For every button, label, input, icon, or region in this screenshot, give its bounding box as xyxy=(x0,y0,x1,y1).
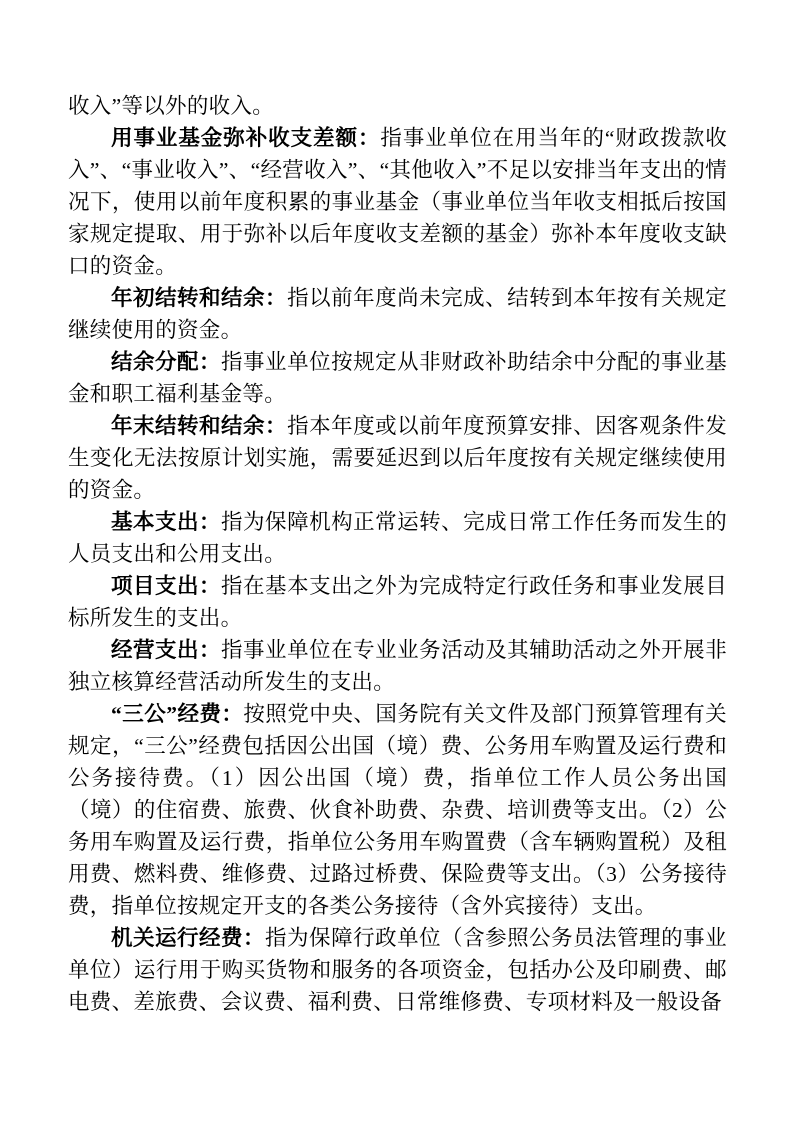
term-label: 年初结转和结余： xyxy=(111,286,288,310)
term-label: 结余分配： xyxy=(111,350,222,374)
paragraph-project-expenditure xyxy=(68,570,727,634)
term-label: 经营支出： xyxy=(111,638,222,662)
paragraph-agency-operating-funds xyxy=(68,922,727,1018)
paragraph-year-end-carryover xyxy=(68,410,727,506)
term-definition: 按照党中央、国务院有关文件及部门预算管理有关规定，“三公”经费包括因公出国（境）费、公务用车购置及运行费和公务接待费。（1）因公出国（境）费，指单位工作人员公务出国（境）的住宿费、旅费、伙食补助费、杂费、培训费等支出。（2）公务用车购置及运行费，指单位公务用车购置费（含车辆购置税）及租用费、燃料费、维修费、过路过桥费、保险费等支出。（3）公务接待费，指单位按规定开支的各类公务接待（含外宾接待）支出。 xyxy=(68,702,727,918)
term-definition: 指为保障行政单位（含参照公务员法管理的事业单位）运行用于购买货物和服务的各项资金，包括办公及印刷费、邮电费、差旅费、会议费、福利费、日常维修费、专项材料及一般设备 xyxy=(68,926,727,1014)
term-label: 项目支出： xyxy=(111,574,222,598)
paragraph-surplus-distribution xyxy=(68,346,727,410)
term-definition: 指事业单位在用当年的“财政拨款收入”、“事业收入”、“经营收入”、“其他收入”不足以安排当年支出的情况下，使用以前年度积累的事业基金（事业单位当年收支相抵后按国家规定提取、用于弥补以后年度收支差额的基金）弥补本年度收支缺口的资金。 xyxy=(68,126,727,278)
term-definition: 指事业单位按规定从非财政补助结余中分配的事业基金和职工福利基金等。 xyxy=(68,350,727,406)
document-content xyxy=(68,90,727,1018)
term-label: 年末结转和结余： xyxy=(111,414,288,438)
term-definition: 指为保障机构正常运转、完成日常工作任务而发生的人员支出和公用支出。 xyxy=(68,510,727,566)
term-label: “三公”经费： xyxy=(111,702,244,726)
paragraph-continuation xyxy=(68,90,727,122)
paragraph-three-public-funds xyxy=(68,698,727,922)
paragraph-operating-expenditure xyxy=(68,634,727,698)
paragraph-use-fund-offset-balance xyxy=(68,122,727,282)
term-label: 机关运行经费： xyxy=(111,926,266,950)
term-label: 基本支出： xyxy=(111,510,222,534)
term-definition: 指事业单位在专业业务活动及其辅助活动之外开展非独立核算经营活动所发生的支出。 xyxy=(68,638,727,694)
term-definition: 收入”等以外的收入。 xyxy=(68,94,275,118)
paragraph-beginning-year-carryover xyxy=(68,282,727,346)
term-label: 用事业基金弥补收支差额： xyxy=(111,126,381,150)
term-definition: 指本年度或以前年度预算安排、因客观条件发生变化无法按原计划实施，需要延迟到以后年度按有关规定继续使用的资金。 xyxy=(68,414,727,502)
term-definition: 指以前年度尚未完成、结转到本年按有关规定继续使用的资金。 xyxy=(68,286,727,342)
term-definition: 指在基本支出之外为完成特定行政任务和事业发展目标所发生的支出。 xyxy=(68,574,727,630)
paragraph-basic-expenditure xyxy=(68,506,727,570)
